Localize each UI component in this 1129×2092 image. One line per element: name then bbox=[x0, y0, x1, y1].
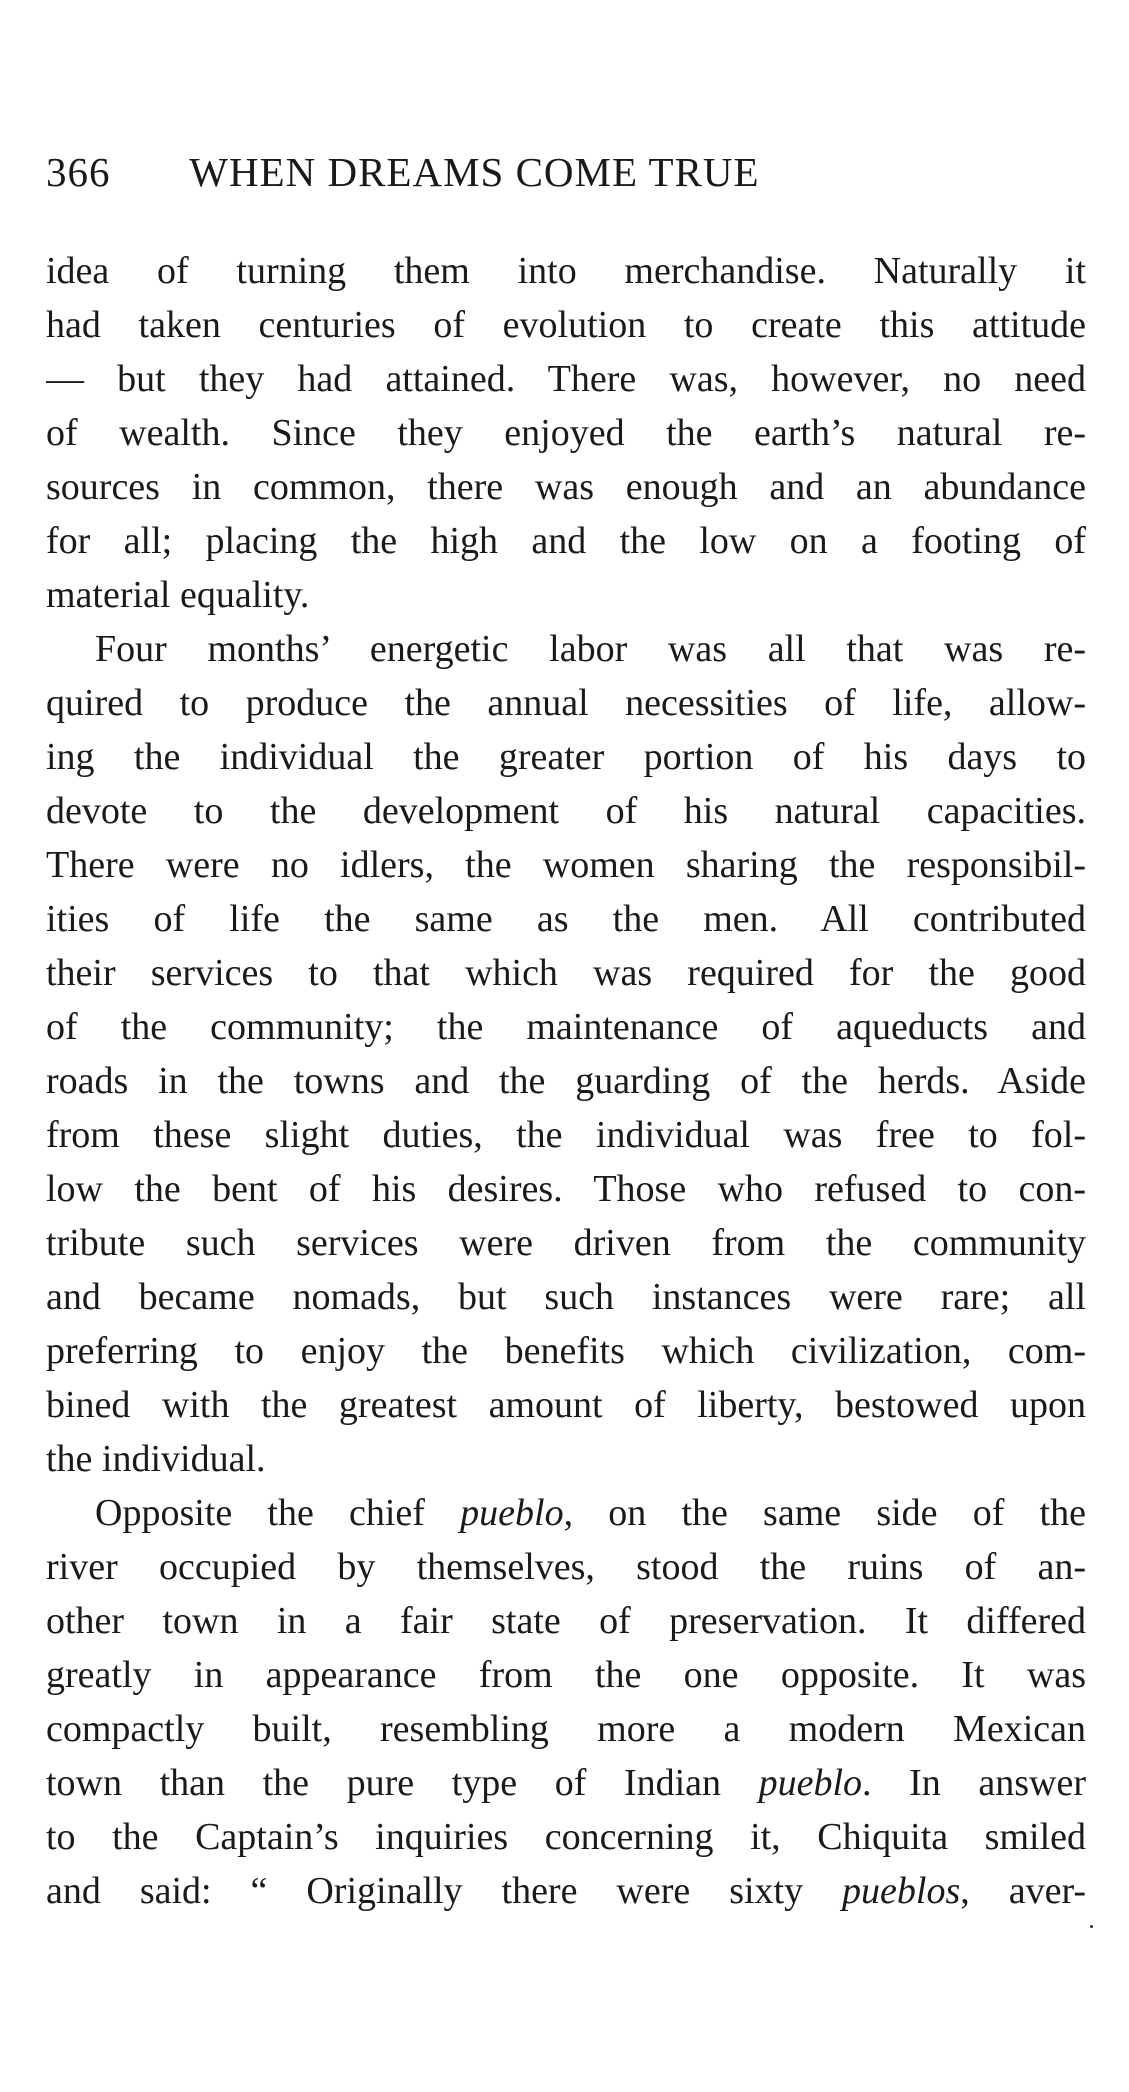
text-line: idea of turning them into merchandise. Naturally it bbox=[46, 250, 1086, 292]
text-line: devote to the development of his natural capacities. bbox=[46, 790, 1086, 832]
text-line: from these slight duties, the individual was free to fol- bbox=[46, 1114, 1086, 1156]
text-line: other town in a fair state of preservation. It differed bbox=[46, 1600, 1086, 1642]
text-line: Four months’ energetic labor was all that was re- bbox=[95, 628, 1086, 670]
paragraph bbox=[46, 622, 1086, 1486]
text-line: ities of life the same as the men. All contributed bbox=[46, 898, 1086, 940]
text-line: of the community; the maintenance of aqueducts and bbox=[46, 1006, 1086, 1048]
text-line: material equality. bbox=[46, 574, 310, 616]
paragraph bbox=[46, 1486, 1086, 1918]
text-line: quired to produce the annual necessities of life, allow- bbox=[46, 682, 1086, 724]
text-line: had taken centuries of evolution to create this attitude bbox=[46, 304, 1086, 346]
text-run: town than the pure type of Indian bbox=[46, 1762, 759, 1804]
text-line: — but they had attained. There was, however, no need bbox=[46, 358, 1086, 400]
text-line: preferring to enjoy the benefits which civilization, com- bbox=[46, 1330, 1086, 1372]
italic-term: pueblo bbox=[460, 1492, 564, 1534]
text-run: , aver- bbox=[960, 1870, 1086, 1912]
text-line: of wealth. Since they enjoyed the earth’s natural re- bbox=[46, 412, 1086, 454]
text-run: and said: “ Originally there were sixty bbox=[46, 1870, 843, 1912]
text-line: their services to that which was required for the good bbox=[46, 952, 1086, 994]
italic-term: pueblo bbox=[758, 1762, 863, 1804]
text-line: low the bent of his desires. Those who refused to con- bbox=[46, 1168, 1086, 1210]
paragraph bbox=[46, 244, 1086, 622]
text-line: for all; placing the high and the low on a footing of bbox=[46, 520, 1086, 562]
text-run: Opposite the chief bbox=[95, 1492, 461, 1534]
page-number: 366 bbox=[46, 149, 111, 195]
text-line: There were no idlers, the women sharing the responsibil- bbox=[46, 844, 1086, 886]
text-line: to the Captain’s inquiries concerning it, Chiquita smiled bbox=[46, 1816, 1086, 1858]
running-title: WHEN DREAMS COME TRUE bbox=[189, 149, 760, 195]
text-line: river occupied by themselves, stood the ruins of an- bbox=[46, 1546, 1086, 1588]
text-run: , on the same side of the bbox=[563, 1492, 1086, 1534]
print-speck bbox=[1090, 1925, 1093, 1928]
text-line bbox=[46, 1486, 1086, 1540]
text-line: tribute such services were driven from the community bbox=[46, 1222, 1086, 1264]
text-line bbox=[46, 1756, 1086, 1810]
italic-term: pueblos bbox=[842, 1870, 961, 1912]
text-line: roads in the towns and the guarding of the herds. Aside bbox=[46, 1060, 1086, 1102]
text-line: the individual. bbox=[46, 1438, 266, 1480]
body-text bbox=[46, 244, 1086, 1918]
running-head bbox=[46, 148, 1086, 202]
text-line bbox=[46, 1864, 1086, 1918]
text-line: ing the individual the greater portion of his days to bbox=[46, 736, 1086, 778]
text-run: . In answer bbox=[862, 1762, 1086, 1804]
text-line: greatly in appearance from the one opposite. It was bbox=[46, 1654, 1086, 1696]
text-line: bined with the greatest amount of liberty, bestowed upon bbox=[46, 1384, 1086, 1426]
text-line: sources in common, there was enough and an abundance bbox=[46, 466, 1086, 508]
text-line: and became nomads, but such instances were rare; all bbox=[46, 1276, 1086, 1318]
text-line: compactly built, resembling more a modern Mexican bbox=[46, 1708, 1086, 1750]
